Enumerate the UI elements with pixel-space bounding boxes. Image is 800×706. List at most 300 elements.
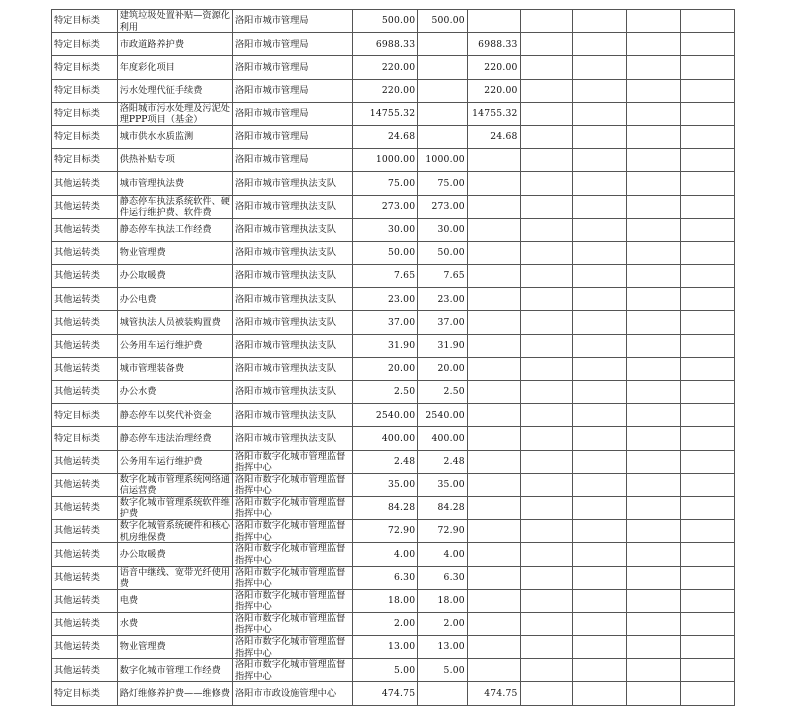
cell-text: 4.00 — [393, 548, 416, 560]
cell-category — [52, 149, 118, 172]
cell-text: 数字化城市管理系统软件维护费 — [119, 496, 230, 520]
cell-amount4 — [573, 172, 627, 195]
cell-project — [117, 496, 232, 519]
cell-amount5 — [627, 334, 681, 357]
cell-text: 220.00 — [381, 61, 416, 73]
table-row — [52, 195, 735, 218]
table-row — [52, 241, 735, 264]
cell-total — [352, 218, 418, 241]
cell-amount1 — [418, 636, 468, 659]
cell-amount6 — [681, 404, 735, 427]
cell-organization — [232, 311, 352, 334]
cell-total — [352, 659, 418, 682]
cell-text: 其他运转类 — [54, 386, 100, 398]
cell-amount5 — [627, 149, 681, 172]
cell-amount5 — [627, 288, 681, 311]
cell-amount3 — [520, 659, 573, 682]
cell-amount6 — [681, 450, 735, 473]
cell-text: 洛阳市城市管理局 — [234, 61, 309, 73]
cell-amount5 — [627, 102, 681, 125]
cell-amount1 — [418, 218, 468, 241]
cell-text: 23.00 — [437, 293, 465, 305]
cell-text: 400.00 — [381, 432, 416, 444]
cell-amount2 — [467, 682, 520, 705]
cell-amount2 — [467, 172, 520, 195]
cell-text: 其他运转类 — [54, 525, 100, 537]
cell-text: 路灯维修养护费——维修费 — [119, 687, 230, 699]
cell-text: 洛阳市数字化城市管理监督指挥中心 — [234, 520, 346, 543]
cell-total — [352, 404, 418, 427]
cell-amount5 — [627, 496, 681, 519]
cell-amount5 — [627, 450, 681, 473]
cell-amount2 — [467, 357, 520, 380]
cell-amount3 — [520, 450, 573, 473]
cell-total — [352, 10, 418, 33]
cell-organization — [232, 589, 352, 612]
cell-text: 数字化城市管理工作经费 — [119, 664, 221, 676]
cell-text: 特定目标类 — [54, 84, 100, 96]
cell-organization — [232, 473, 352, 496]
cell-text: 220.00 — [484, 84, 518, 96]
cell-organization — [232, 404, 352, 427]
cell-amount1 — [418, 265, 468, 288]
cell-text: 31.90 — [437, 339, 465, 351]
cell-amount3 — [520, 566, 573, 589]
table-row — [52, 659, 735, 682]
cell-amount2 — [467, 102, 520, 125]
cell-amount2 — [467, 450, 520, 473]
cell-amount2 — [467, 149, 520, 172]
cell-amount5 — [627, 381, 681, 404]
cell-amount3 — [520, 241, 573, 264]
cell-text: 6988.33 — [478, 38, 518, 50]
cell-text: 50.00 — [437, 247, 465, 259]
cell-project — [117, 427, 232, 450]
cell-text: 5.00 — [443, 664, 465, 676]
cell-amount4 — [573, 265, 627, 288]
cell-total — [352, 172, 418, 195]
cell-project — [117, 79, 232, 102]
cell-category — [52, 381, 118, 404]
cell-amount2 — [467, 496, 520, 519]
cell-text: 洛阳市数字化城市管理监督指挥中心 — [234, 450, 346, 473]
table-row — [52, 381, 735, 404]
cell-category — [52, 659, 118, 682]
cell-amount5 — [627, 427, 681, 450]
cell-amount2 — [467, 288, 520, 311]
cell-text: 18.00 — [387, 595, 416, 607]
cell-total — [352, 543, 418, 566]
cell-amount1 — [418, 381, 468, 404]
cell-amount5 — [627, 357, 681, 380]
cell-text: 污水处理代征手续费 — [119, 84, 203, 96]
cell-text: 洛阳市城市管理执法支队 — [234, 293, 337, 305]
cell-total — [352, 288, 418, 311]
cell-amount6 — [681, 566, 735, 589]
cell-text: 6988.33 — [375, 38, 416, 50]
cell-text: 474.75 — [484, 687, 518, 699]
cell-text: 其他运转类 — [54, 247, 100, 259]
cell-text: 72.90 — [437, 525, 465, 537]
cell-total — [352, 427, 418, 450]
cell-text: 37.00 — [387, 316, 416, 328]
cell-amount2 — [467, 265, 520, 288]
cell-text: 城管执法人员被装购置费 — [119, 316, 221, 328]
cell-project — [117, 682, 232, 705]
cell-amount4 — [573, 33, 627, 56]
cell-text: 洛阳市城市管理局 — [234, 154, 309, 166]
cell-amount2 — [467, 33, 520, 56]
cell-amount2 — [467, 659, 520, 682]
cell-text: 474.75 — [381, 687, 416, 699]
cell-text: 市政道路养护费 — [119, 38, 185, 50]
cell-text: 洛阳市城市管理局 — [234, 131, 309, 143]
cell-text: 洛阳市城市管理执法支队 — [234, 386, 337, 398]
cell-text: 洛阳市数字化城市管理监督指挥中心 — [234, 612, 346, 636]
cell-text: 城市管理装备费 — [119, 363, 185, 375]
cell-category — [52, 682, 118, 705]
cell-text: 洛阳市城市管理局 — [234, 84, 309, 96]
cell-text: 5.00 — [393, 664, 416, 676]
cell-amount6 — [681, 33, 735, 56]
cell-amount4 — [573, 125, 627, 148]
cell-amount6 — [681, 496, 735, 519]
cell-organization — [232, 172, 352, 195]
cell-amount1 — [418, 450, 468, 473]
cell-total — [352, 265, 418, 288]
cell-total — [352, 473, 418, 496]
cell-text: 35.00 — [387, 479, 416, 491]
cell-text: 洛阳市数字化城市管理监督指挥中心 — [234, 636, 346, 659]
cell-text: 洛阳市城市管理执法支队 — [234, 270, 337, 282]
cell-category — [52, 612, 118, 635]
cell-amount1 — [418, 566, 468, 589]
cell-project — [117, 473, 232, 496]
cell-text: 其他运转类 — [54, 177, 100, 189]
cell-amount5 — [627, 543, 681, 566]
cell-category — [52, 79, 118, 102]
cell-category — [52, 566, 118, 589]
cell-amount1 — [418, 56, 468, 79]
cell-project — [117, 149, 232, 172]
cell-amount1 — [418, 288, 468, 311]
cell-total — [352, 79, 418, 102]
cell-text: 其他运转类 — [54, 200, 100, 212]
cell-amount6 — [681, 56, 735, 79]
cell-text: 其他运转类 — [54, 224, 100, 236]
cell-amount1 — [418, 149, 468, 172]
cell-amount6 — [681, 125, 735, 148]
cell-text: 84.28 — [437, 502, 465, 514]
cell-text: 办公取暖费 — [119, 548, 166, 560]
table-row — [52, 33, 735, 56]
cell-text: 公务用车运行维护费 — [119, 339, 203, 351]
cell-category — [52, 357, 118, 380]
cell-organization — [232, 566, 352, 589]
cell-organization — [232, 357, 352, 380]
cell-project — [117, 381, 232, 404]
cell-text: 洛阳市城市管理执法支队 — [234, 247, 337, 259]
cell-project — [117, 218, 232, 241]
cell-amount1 — [418, 334, 468, 357]
cell-text: 静态停车执法工作经费 — [119, 224, 212, 236]
cell-project — [117, 56, 232, 79]
cell-text: 50.00 — [387, 247, 416, 259]
cell-category — [52, 288, 118, 311]
cell-total — [352, 520, 418, 543]
cell-category — [52, 427, 118, 450]
cell-organization — [232, 218, 352, 241]
cell-text: 7.65 — [443, 270, 465, 282]
cell-text: 273.00 — [381, 200, 416, 212]
table-row — [52, 357, 735, 380]
cell-category — [52, 520, 118, 543]
cell-category — [52, 125, 118, 148]
cell-amount3 — [520, 33, 573, 56]
cell-organization — [232, 636, 352, 659]
cell-amount5 — [627, 172, 681, 195]
cell-amount4 — [573, 682, 627, 705]
cell-text: 公务用车运行维护费 — [119, 455, 203, 467]
table-row — [52, 172, 735, 195]
cell-text: 洛阳市城市管理执法支队 — [234, 409, 337, 421]
table-row — [52, 682, 735, 705]
cell-category — [52, 56, 118, 79]
cell-organization — [232, 520, 352, 543]
cell-text: 城市供水水质监测 — [119, 131, 194, 143]
cell-amount3 — [520, 334, 573, 357]
cell-text: 2.50 — [393, 386, 416, 398]
cell-text: 洛阳市城市管理局 — [234, 15, 309, 27]
cell-text: 2540.00 — [425, 409, 465, 421]
cell-amount5 — [627, 218, 681, 241]
cell-text: 办公取暖费 — [119, 270, 166, 282]
cell-total — [352, 682, 418, 705]
cell-amount5 — [627, 682, 681, 705]
cell-text: 72.90 — [387, 525, 416, 537]
cell-amount3 — [520, 195, 573, 218]
cell-text: 特定目标类 — [54, 15, 100, 27]
cell-total — [352, 566, 418, 589]
table-row — [52, 334, 735, 357]
table-row — [52, 56, 735, 79]
cell-text: 洛阳城市污水处理及污泥处理PPP项目（基金） — [119, 102, 230, 125]
cell-organization — [232, 659, 352, 682]
cell-project — [117, 172, 232, 195]
cell-amount3 — [520, 357, 573, 380]
cell-text: 6.30 — [393, 571, 416, 583]
cell-category — [52, 311, 118, 334]
cell-amount4 — [573, 102, 627, 125]
cell-text: 特定目标类 — [54, 154, 100, 166]
cell-amount6 — [681, 10, 735, 33]
cell-amount4 — [573, 612, 627, 635]
cell-amount1 — [418, 612, 468, 635]
cell-category — [52, 496, 118, 519]
cell-text: 洛阳市数字化城市管理监督指挥中心 — [234, 566, 346, 589]
cell-amount1 — [418, 357, 468, 380]
cell-amount4 — [573, 636, 627, 659]
cell-amount5 — [627, 195, 681, 218]
cell-amount6 — [681, 288, 735, 311]
cell-project — [117, 589, 232, 612]
cell-organization — [232, 195, 352, 218]
cell-amount3 — [520, 149, 573, 172]
cell-text: 6.30 — [443, 571, 465, 583]
cell-amount2 — [467, 311, 520, 334]
cell-amount4 — [573, 566, 627, 589]
cell-amount5 — [627, 636, 681, 659]
cell-text: 水费 — [119, 618, 139, 630]
cell-organization — [232, 102, 352, 125]
cell-amount3 — [520, 612, 573, 635]
cell-organization — [232, 79, 352, 102]
cell-amount2 — [467, 56, 520, 79]
cell-text: 273.00 — [431, 200, 465, 212]
cell-text: 特定目标类 — [54, 687, 100, 699]
cell-organization — [232, 56, 352, 79]
cell-total — [352, 125, 418, 148]
cell-text: 城市管理执法费 — [119, 177, 185, 189]
cell-category — [52, 195, 118, 218]
cell-amount6 — [681, 473, 735, 496]
cell-text: 2.00 — [393, 618, 416, 630]
cell-text: 84.28 — [387, 502, 416, 514]
cell-amount6 — [681, 543, 735, 566]
cell-amount4 — [573, 10, 627, 33]
cell-amount3 — [520, 682, 573, 705]
cell-amount6 — [681, 218, 735, 241]
cell-category — [52, 102, 118, 125]
cell-category — [52, 265, 118, 288]
cell-amount4 — [573, 334, 627, 357]
cell-amount6 — [681, 357, 735, 380]
cell-amount5 — [627, 589, 681, 612]
cell-amount3 — [520, 10, 573, 33]
cell-amount1 — [418, 125, 468, 148]
cell-text: 20.00 — [437, 363, 465, 375]
cell-amount2 — [467, 589, 520, 612]
table-body — [52, 10, 735, 706]
table-row — [52, 543, 735, 566]
cell-text: 24.68 — [387, 131, 416, 143]
cell-total — [352, 149, 418, 172]
cell-organization — [232, 381, 352, 404]
cell-text: 其他运转类 — [54, 363, 100, 375]
cell-amount2 — [467, 520, 520, 543]
cell-category — [52, 241, 118, 264]
cell-project — [117, 241, 232, 264]
cell-text: 电费 — [119, 595, 139, 607]
cell-amount3 — [520, 102, 573, 125]
cell-text: 4.00 — [443, 548, 465, 560]
cell-text: 75.00 — [387, 177, 416, 189]
cell-project — [117, 33, 232, 56]
cell-project — [117, 636, 232, 659]
cell-amount2 — [467, 636, 520, 659]
cell-category — [52, 404, 118, 427]
cell-amount2 — [467, 473, 520, 496]
cell-text: 2.48 — [443, 455, 465, 467]
cell-text: 1000.00 — [375, 154, 416, 166]
cell-category — [52, 450, 118, 473]
cell-organization — [232, 241, 352, 264]
cell-amount2 — [467, 612, 520, 635]
cell-amount6 — [681, 334, 735, 357]
cell-amount4 — [573, 381, 627, 404]
cell-amount1 — [418, 195, 468, 218]
cell-amount1 — [418, 682, 468, 705]
cell-text: 35.00 — [437, 479, 465, 491]
cell-amount1 — [418, 543, 468, 566]
cell-amount2 — [467, 195, 520, 218]
cell-amount6 — [681, 102, 735, 125]
cell-amount5 — [627, 265, 681, 288]
cell-amount5 — [627, 311, 681, 334]
cell-amount4 — [573, 589, 627, 612]
cell-text: 18.00 — [437, 595, 465, 607]
cell-amount4 — [573, 659, 627, 682]
cell-amount3 — [520, 56, 573, 79]
cell-organization — [232, 265, 352, 288]
cell-text: 30.00 — [387, 224, 416, 236]
cell-text: 其他运转类 — [54, 502, 100, 514]
cell-project — [117, 450, 232, 473]
cell-project — [117, 520, 232, 543]
cell-text: 14755.32 — [472, 108, 518, 120]
cell-amount6 — [681, 659, 735, 682]
cell-amount1 — [418, 241, 468, 264]
cell-total — [352, 56, 418, 79]
cell-amount2 — [467, 381, 520, 404]
cell-category — [52, 589, 118, 612]
cell-amount6 — [681, 589, 735, 612]
cell-organization — [232, 682, 352, 705]
table-row — [52, 589, 735, 612]
cell-amount3 — [520, 496, 573, 519]
cell-text: 洛阳市城市管理执法支队 — [234, 316, 337, 328]
cell-text: 500.00 — [381, 15, 416, 27]
cell-amount2 — [467, 566, 520, 589]
cell-amount6 — [681, 311, 735, 334]
cell-text: 办公电费 — [119, 293, 157, 305]
cell-amount1 — [418, 473, 468, 496]
cell-amount6 — [681, 636, 735, 659]
cell-organization — [232, 33, 352, 56]
cell-text: 13.00 — [437, 641, 465, 653]
cell-total — [352, 589, 418, 612]
cell-amount4 — [573, 520, 627, 543]
table-row — [52, 636, 735, 659]
cell-text: 其他运转类 — [54, 293, 100, 305]
cell-amount4 — [573, 473, 627, 496]
cell-amount6 — [681, 427, 735, 450]
cell-text: 其他运转类 — [54, 548, 100, 560]
table-row — [52, 149, 735, 172]
table-row — [52, 566, 735, 589]
cell-text: 其他运转类 — [54, 479, 100, 491]
cell-project — [117, 265, 232, 288]
cell-text: 220.00 — [484, 61, 518, 73]
cell-text: 洛阳市城市管理执法支队 — [234, 432, 337, 444]
table-row — [52, 450, 735, 473]
cell-total — [352, 636, 418, 659]
table-row — [52, 10, 735, 33]
cell-text: 特定目标类 — [54, 409, 100, 421]
table-row — [52, 218, 735, 241]
cell-text: 特定目标类 — [54, 131, 100, 143]
cell-text: 静态停车以奖代补资金 — [119, 409, 212, 421]
